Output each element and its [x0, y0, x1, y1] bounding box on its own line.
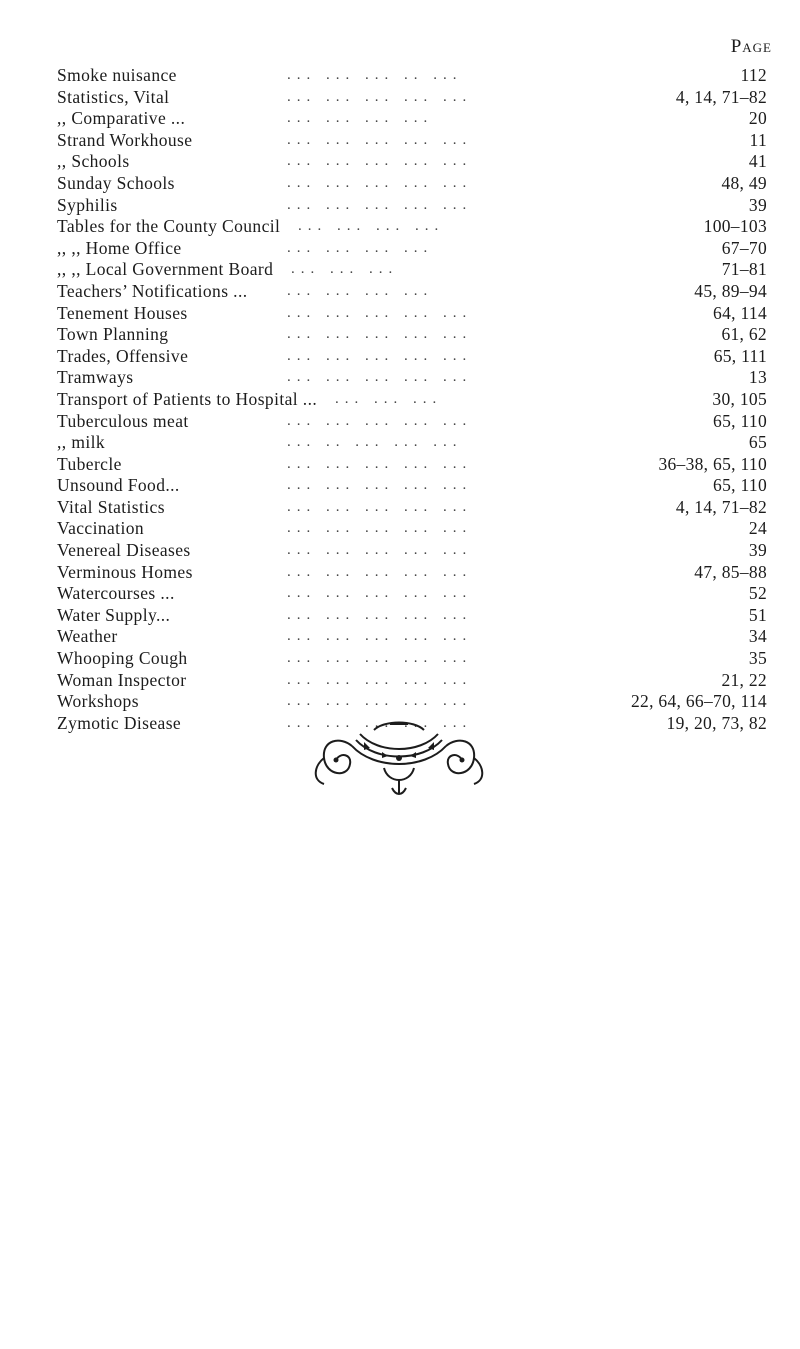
index-entry — [57, 367, 767, 389]
index-entry — [57, 562, 767, 584]
index-entry-term: ,, Comparative ... — [57, 108, 186, 129]
index-entry-leader-dots: ... ... ... ... ... — [287, 304, 473, 321]
index-entry-leader-dots: ... ... ... ... ... — [287, 347, 473, 364]
index-entry — [57, 648, 767, 670]
index-entry-pages: 34 — [748, 626, 767, 647]
index-entry-leader-dots: ... .. ... ... ... — [287, 434, 463, 451]
index-entry-term: Tenement Houses — [57, 302, 188, 323]
index-entry-leader-dots: ... ... ... ... ... — [287, 628, 473, 645]
index-entry-pages: 47, 85–88 — [694, 561, 767, 582]
index-entry-term: Town Planning — [57, 324, 169, 345]
index-entry — [57, 454, 767, 476]
index-entry — [57, 238, 767, 260]
index-entry-term: Tubercle — [57, 453, 122, 474]
index-entry-pages: 112 — [740, 65, 767, 85]
index-entry-term: Watercourses ... — [57, 583, 175, 604]
index-entry-pages: 21, 22 — [721, 669, 767, 690]
index-entry-term: Tramways — [57, 367, 134, 388]
index-entry-pages: 65, 110 — [713, 410, 767, 431]
index-entry-leader-dots: ... ... ... ... ... — [287, 714, 473, 731]
index-entry-pages: 39 — [748, 540, 767, 561]
index-entry-pages: 61, 62 — [721, 324, 767, 345]
index-entry-pages: 52 — [748, 583, 767, 604]
index-entry-pages: 13 — [748, 367, 767, 388]
index-entry-leader-dots: ... ... ... ... ... — [287, 520, 473, 537]
index-entry-pages: 45, 89–94 — [694, 280, 767, 301]
index-entry — [57, 626, 767, 648]
index-entry-leader-dots: ... ... ... ... ... — [287, 196, 473, 213]
index-entry-leader-dots: ... ... ... ... ... — [287, 455, 473, 472]
index-entry-pages: 65 — [748, 432, 767, 453]
index-entry-term: ,, ,, Local Government Board — [57, 259, 274, 280]
index-entry-pages: 65, 111 — [713, 345, 767, 366]
index-entry-term: Statistics, Vital — [57, 86, 170, 107]
index-entry-leader-dots: ... ... ... ... ... — [287, 88, 473, 105]
index-entry-term: Whooping Cough — [57, 648, 188, 669]
index-entry-term: Tables for the County Council — [57, 216, 281, 237]
index-entry-term: Vaccination — [57, 518, 145, 539]
index-entry-leader-dots: ... ... ... ... ... — [287, 585, 473, 602]
index-entry — [57, 670, 767, 692]
index-entry — [57, 497, 767, 519]
index-entry-leader-dots: ... ... ... ... — [287, 110, 434, 127]
index-entry-term: Venereal Diseases — [57, 540, 191, 561]
index-entry — [57, 303, 767, 325]
index-entry-leader-dots: ... ... ... ... ... — [287, 412, 473, 429]
index-entry-term: Transport of Patients to Hospital ... — [57, 388, 318, 409]
index-entry-term: Water Supply... — [57, 604, 171, 625]
index-entry-pages: 67–70 — [721, 237, 767, 258]
index-entry-leader-dots: ... ... ... ... ... — [287, 153, 473, 170]
index-entry-pages: 11 — [749, 129, 767, 150]
index-entry — [57, 389, 767, 411]
index-entry-pages: 4, 14, 71–82 — [675, 86, 767, 107]
index-entry-pages: 4, 14, 71–82 — [675, 496, 767, 517]
index-entry-leader-dots: ... ... ... ... ... — [287, 606, 473, 623]
index-entry-pages: 20 — [748, 108, 767, 129]
index-entry-pages: 51 — [748, 604, 767, 625]
index-entry-leader-dots: ... ... ... ... ... — [287, 326, 473, 343]
index-entry-pages: 39 — [748, 194, 767, 215]
index-entry-pages: 64, 114 — [713, 302, 767, 323]
index-entry — [57, 605, 767, 627]
index-entry-leader-dots: ... ... ... ... — [298, 218, 445, 235]
index-entry-pages: 30, 105 — [712, 388, 767, 409]
index-entry-term: Syphilis — [57, 194, 118, 215]
index-entry — [57, 87, 767, 109]
index-entry — [57, 432, 767, 454]
index-entry — [57, 324, 767, 346]
index-entry — [57, 216, 767, 238]
index-entry-leader-dots: ... ... ... ... ... — [287, 369, 473, 386]
index-entry — [57, 173, 767, 195]
index-entry-leader-dots: ... ... ... ... ... — [287, 542, 473, 559]
index-entry-pages: 41 — [748, 151, 767, 172]
index-entry-term: Zymotic Disease — [57, 712, 182, 733]
index-entry-term: Vital Statistics — [57, 496, 165, 517]
index-entry — [57, 259, 767, 281]
index-entry-pages: 48, 49 — [721, 172, 767, 193]
index-entry-leader-dots: ... ... ... ... ... — [287, 650, 473, 667]
index-entry-leader-dots: ... ... ... ... ... — [287, 174, 473, 191]
index-entry-term: Weather — [57, 626, 118, 647]
index-entry — [57, 151, 767, 173]
index-entry-term: Teachers’ Notifications ... — [57, 280, 248, 301]
index-entry-term: Sunday Schools — [57, 172, 175, 193]
index-entry — [57, 108, 767, 130]
index-entry-leader-dots: ... ... ... ... ... — [287, 498, 473, 515]
index-entry-pages: 100–103 — [703, 216, 767, 237]
index-entry-term: Strand Workhouse — [57, 129, 193, 150]
index-entry — [57, 65, 767, 87]
index-entry-term: Smoke nuisance — [57, 65, 177, 85]
index-entry — [57, 346, 767, 368]
index-entry-pages: 22, 64, 66–70, 114 — [630, 691, 767, 712]
index-entry-leader-dots: ... ... ... — [335, 390, 443, 407]
index-entry-leader-dots: ... ... ... ... ... — [287, 477, 473, 494]
index-entry-term: ,, Schools — [57, 151, 130, 172]
index-entry — [57, 583, 767, 605]
index-entry-pages: 65, 110 — [713, 475, 767, 496]
index-entry-term: Verminous Homes — [57, 561, 193, 582]
index-entry — [57, 130, 767, 152]
index-entry-pages: 36–38, 65, 110 — [658, 453, 767, 474]
index-entry-leader-dots: ... ... ... .. ... — [287, 67, 463, 83]
index-entry — [57, 475, 767, 497]
index-entry-leader-dots: ... ... ... ... ... — [287, 563, 473, 580]
index-entry-term: Trades, Offensive — [57, 345, 189, 366]
index-entry — [57, 518, 767, 540]
index-entry-leader-dots: ... ... ... ... ... — [287, 671, 473, 688]
index-entry-pages: 19, 20, 73, 82 — [666, 712, 767, 733]
index-entry-pages: 24 — [748, 518, 767, 539]
index-entry-pages: 35 — [748, 648, 767, 669]
index-entry — [57, 281, 767, 303]
index-entry-pages: 71–81 — [721, 259, 767, 280]
index-list — [57, 65, 767, 734]
index-entry-term: ,, milk — [57, 432, 106, 453]
index-entry-term: Workshops — [57, 691, 139, 712]
index-entry-leader-dots: ... ... ... ... — [287, 282, 434, 299]
page-column-header: Page — [730, 36, 772, 57]
index-entry-leader-dots: ... ... ... ... ... — [287, 693, 473, 710]
index-entry — [57, 691, 767, 713]
index-entry — [57, 195, 767, 217]
index-entry — [57, 411, 767, 433]
index-entry-term: Tuberculous meat — [57, 410, 189, 431]
index-entry-leader-dots: ... ... ... ... ... — [287, 131, 473, 148]
printer-ornament-icon — [304, 718, 494, 798]
index-entry-leader-dots: ... ... ... — [291, 261, 399, 278]
index-entry-term: Woman Inspector — [57, 669, 187, 690]
index-entry-term: ,, ,, Home Office — [57, 237, 182, 258]
index-entry-leader-dots: ... ... ... ... — [287, 239, 434, 256]
index-entry — [57, 540, 767, 562]
index-entry-term: Unsound Food... — [57, 475, 180, 496]
